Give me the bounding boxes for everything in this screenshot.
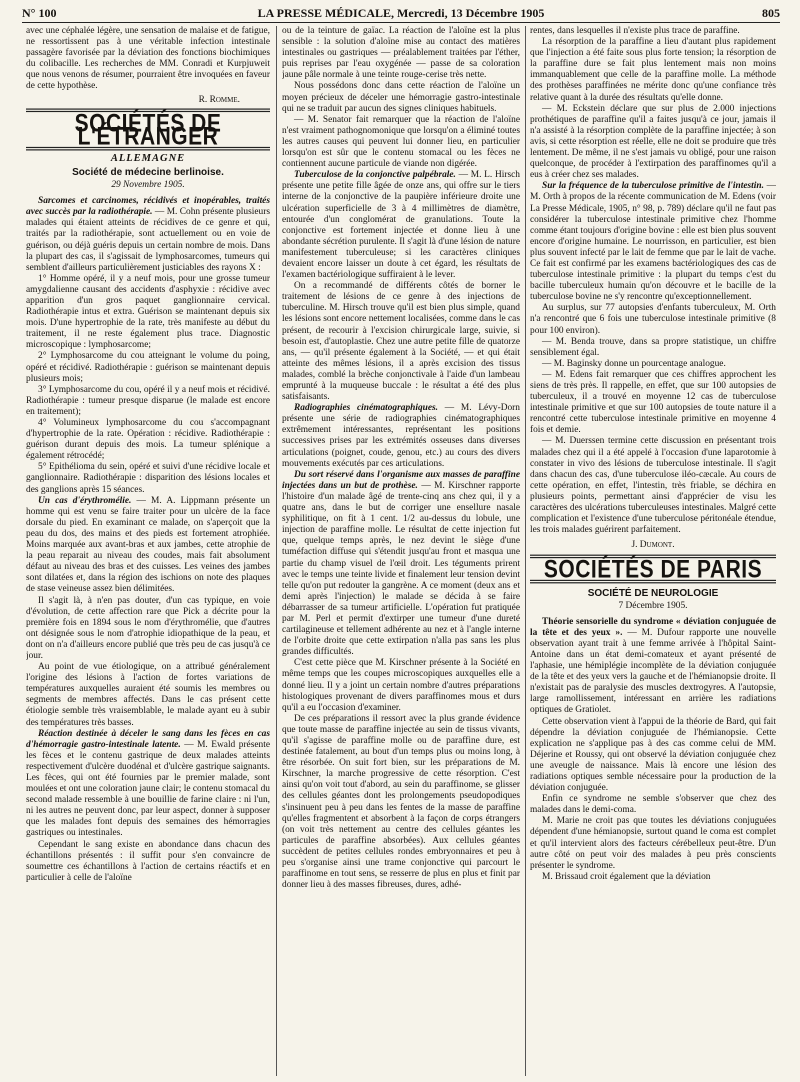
article (282, 403, 520, 470)
column-2 (282, 26, 520, 1076)
paragraph: avec une céphalée légère, une sensation de malaise et de fatigue, ne ressortissent pas à une véritable infection intestinale passagère favorisée par la déviation des fonctions biochimiques du colibacille. Les recherches de MM. Conradi et Kurpjuweit que nous venons de résumer, pourraient être invoquées en faveur de cette hypothèse. (26, 26, 270, 92)
author-signature: J. Dumont. (631, 540, 675, 551)
paragraph: M. Marie ne croit pas que toutes les déviations conjuguées dépendent d'une hémianopsie, surtout quand le coma est complet et qu'il intervient alors des facteurs cérébelleux peut-être. D'un autre côté on peut voir des malades à peu près conscients présenter le syndrome. (530, 816, 776, 871)
paragraph: Cette observation vient à l'appui de la théorie de Bard, qui fait dépendre la déviation conjuguée de l'hémianopsie. Cette explication ne s'applique pas à des cas comme celui de MM. Déjerine et Roussy, qui ont observé la déviation conjuguée chez une aveugle de naissance. Mais là encore une lésion des radiations optiques semble nécessaire pour la production de la déviation conjuguée. (530, 716, 776, 794)
paragraph: Enfin ce syndrome ne semble s'observer que chez des malades dans le demi-coma. (530, 794, 776, 816)
article-title: Réaction destinée à déceler le sang dans les fèces en cas d'hémorragie gastro-intestinale latente. (26, 728, 270, 750)
column-divider (276, 26, 277, 1076)
article (26, 496, 270, 596)
paragraph: Nous possédons donc dans cette réaction de l'aloïne un moyen précieux de déceler une hémorragie gastro-intestinale qui ne se traduit par aucun des signes cliniques habituels. (282, 81, 520, 114)
running-header (22, 6, 780, 22)
article-title: Tuberculose de la conjonctive palpébrale. (294, 170, 456, 181)
article-body: — M. L. Hirsch présente une petite fille âgée de onze ans, qui offre sur le tiers interne de la conjonctive de la paupière inférieure droite une ulcération superficielle de 3 à 4 millimètres de diamètre, entourée d'un conglomérat de granulations. Toute la conjonctive est fortement injectée et donne lieu à une abondante sécrétion purulente. Il s'agit là d'une lésion de nature manifestement tuberculeuse; si les caractères cliniques devaient encore laisser un doute à cet égard, les résultats de l'examen bactériologique suffiraient à le lever. (282, 170, 520, 281)
column-3 (530, 26, 776, 1076)
article-title: Sur la fréquence de la tuberculose primitive de l'intestin. (542, 181, 764, 192)
column-1 (26, 26, 270, 1076)
paragraph: M. Brissaud croit également que la déviation (542, 871, 711, 882)
article-title: Un cas d'érythromélie. (38, 495, 132, 506)
article-title: Radiographies cinématographiques. (294, 403, 439, 414)
paragraph: Cependant le sang existe en abondance dans chacun des échantillons présentés : il suffit pour s'en convaincre de soumettre ces échantillons à l'action de certains réactifs et en particulier à celle de l'aloïne (26, 839, 270, 883)
article-body: — M. Dufour rapporte une nouvelle observation ayant trait à une femme arrivée à l'hôpital Saint-Antoine dans un état demi-comateux et ayant présenté de l'aphasie, une hémiplégie incomplète de la déviation conjuguée de la tête et des yeux vers la gauche et de l'hémianopsie droite. Il n'existait pas de paralysie des muscles dextrogyres. A l'autopsie, large ramollissement, intéressant en arrière les radiations optiques de Gratiolet. (530, 627, 776, 716)
paragraph: — M. Edens fait remarquer que ces chiffres approchent les siens de très près. Il rappelle, en effet, que sur 100 autopsies de tuberculeux, il a trouvé en moyenne 12 cas de tuberculose intestinale primitive et que sur 100 autopsies de toute nature il a rencontré cette tuberculose intestinale primitive en moyenne 4 fois et demie. (530, 369, 776, 436)
list-item: 3° Lymphosarcome du cou, opéré il y a neuf mois et récidivé. Radiothérapie : tumeur presque disparue (le malade est encore en traitement); (26, 384, 270, 417)
paragraph: — M. Benda trouve, dans sa propre statistique, un chiffre sensiblement égal. (530, 336, 776, 358)
paragraph: La résorption de la paraffine a lieu d'autant plus rapidement que l'injection a été faite sous plus forte tension; la résorption de la paraffine dure se fait plus lentement mais non moins immanquablement que celle de la paraffine molle. La méthode des prothèses paraffinées ne mérite donc qu'une confiance très relative quant à la durée des résultats qu'elle donne. (530, 37, 776, 103)
article (26, 196, 270, 274)
country-heading: ALLEMAGNE (110, 152, 186, 164)
article-title: Sarcomes et carcinomes, récidivés et inopérables, traités avec succès par la radiothérapie. (26, 196, 270, 218)
article-title: Théorie sensorielle du syndrome « déviation conjuguée de la tête et des yeux ». (530, 616, 776, 638)
paragraph: ou de la teinture de gaïac. La réaction de l'aloïne est la plus sensible : la solution d'aloïne mise au contact des matières intestinales ou gastriques — préalablement traitées par l'éther, puis reprises par l'eau oxygénée — passe de sa coloration jaune pâle normale à une teinte rouge-cerise très nette. (282, 26, 520, 81)
list-item: 2° Lymphosarcome du cou atteignant le volume du poing, opéré et récidivé. Radiothérapie : guérison se maintenant depuis plusieurs mois; (26, 351, 270, 384)
paragraph: — M. Senator fait remarquer que la réaction de l'aloïne n'est vraiment pathognomonique que lorsqu'on a éliminé toutes les autres causes qui peuvent lui donner lieu, en particulier lorsqu'on est sûr que le contenu stomacal ou les fèces ne contiennent aucune particule de viande non digérée. (282, 114, 520, 170)
society-heading: Société de médecine berlinoise. (72, 166, 224, 178)
paragraph: — M. Baginsky donne un pourcentage analogue. (542, 358, 726, 369)
article-body: — M. Lévy-Dorn présente une série de radiographies cinématographiques extrêmement intéressantes, représentant les positions successives prises par les extrémités osseuses dans diverses articulations (poignet, coude, genou, etc.) au cours des divers mouvements exécutés par ces articulations. (282, 403, 520, 469)
section-banner: SOCIÉTÉS DE L'ÉTRANGER (26, 108, 270, 150)
header-rule (22, 22, 780, 23)
list-item: 5° Epithélioma du sein, opéré et suivi d'une récidive locale et ganglionnaire. Radiothérapie : disparition des lésions locales et des ganglions après 15 séances. (26, 462, 270, 495)
page-number: 805 (762, 6, 780, 20)
paragraph: On a recommandé de différents côtés de borner le traitement de lésions de ce genre à des injections de tuberculine. M. Hirsch trouve qu'il est bien plus simple, quand les lésions sont encore nettement localisées, comme dans le cas présent, de recourir à l'excision chirurgicale large, suivie, si besoin est, d'autoplastie. Chez une autre petite fille de quatorze ans, — qu'il présente également à la Société, — et qui était atteinte des mêmes lésions, il a après excision des tissus malades, comblé la brèche conjonctivale à l'aide d'un lambeau emprunté à la muqueuse buccale : le résultat a été des plus satisfaisants. (282, 281, 520, 403)
article-body: — M. Orth à propos de la récente communication de M. Edens (voir La Presse Médicale, 1905, n° 98, p. 789) déclare qu'il ne faut pas considérer la tuberculose intestinale primitive chez l'homme comme étant toujours d'origine bovine : elle est bien plus souvent encore d'origine humaine. Le nourrisson, en particulier, est bien plus souvent infecté par le lait de femme que par le lait de vache. Ce fait est confirmé par les examens bactériologiques des cas de tuberculose intestinale primitive : la plupart du temps c'est du bacille tuberculeux humain qu'on découvre et le bacille de la tuberculose bovine ne s'y rencontre qu'exceptionnellement. (530, 181, 776, 303)
paragraph: Il s'agit là, à n'en pas douter, d'un cas typique, en voie d'évolution, de cette affection rare que Pick a décrite pour la première fois en 1894 sous le nom d'érythromélie, que d'autres ont désignée sous le nom d'atrophie idiopathique de la peau, et dont on n'a d'ailleurs encore publié que très peu de cas jusqu'à ce jour. (26, 595, 270, 661)
paragraph: Au surplus, sur 77 autopsies d'enfants tuberculeux, M. Orth n'a rencontré que 6 fois une tuberculose intestinale primitive (8 pour 100 environ). (530, 303, 776, 336)
article (26, 729, 270, 840)
section-banner: SOCIÉTÉS DE PARIS (530, 555, 776, 584)
journal-title: LA PRESSE MÉDICALE, Mercredi, 13 Décembre 1905 (257, 6, 545, 20)
author-signature: R. Romme. (198, 94, 240, 105)
paragraph: Au point de vue étiologique, on a attribué généralement l'origine des lésions à l'action de fortes variations de températures auxquelles auraient été soumis les membres ou segments de membres affectés. Dans le cas présent cette étiologie semble très vraisemblable, le malade ayant eu à subir des températures très basses. (26, 662, 270, 728)
paragraph: De ces préparations il ressort avec la plus grande évidence que toute masse de paraffine injectée au sein de tissus vivants, qu'il s'agisse de paraffine molle ou de paraffine dure, est destinée fatalement, au bout d'un temps plus ou moins long, à être résorbée. On suit fort bien, sur les préparations de M. Kirschner, la marche progressive de cette résorption. C'est ainsi qu'on voit tout d'abord, au sein du paraffinome, se glisser des cellules géantes dont les prolongements pseudopodiques s'insinuent peu à peu dans les fentes de la masse de paraffine qu'elles fragmentent et absorbent à la façon de corps étrangers (on voit très nettement au centre des cellules géantes les particules de paraffine absorbées). Aux cellules géantes succèdent de petites cellules rondes embryonnaires et peu à peu s'organise ainsi une trame conjonctive qui parcourt le paraffinome en tout sens, se resserre de plus en plus et finit par donner lieu à des masses fibreuses, dures, adhé- (282, 713, 520, 891)
issue-number: N° 100 (22, 6, 57, 20)
session-date: 29 Novembre 1905. (111, 180, 185, 191)
article (530, 181, 776, 303)
paragraph: — M. Eckstein déclare que sur plus de 2.000 injections prothétiques de paraffine qu'il a faites jusqu'à ce jour, jamais il n'a assisté à la résorption complète de la paraffine injectée; à son avis, si cette résorption est réelle, elle ne doit se produire que très lentement. De même, il ne s'est jamais vu obligé, pour une raison quelconque, de procéder à l'extirpation des paraffinomes qu'il a eus à créer chez ses malades. (530, 103, 776, 181)
article-body: — M. Kirschner rapporte l'histoire d'un malade âgé de trente-cinq ans chez qui, il y a quatre ans, dans le but de corriger une ensellure nasale syphilitique, on fit à 1 cent. 1/2 au-dessus du lobule, une injection de paraffine molle. Le résultat de cette injection fut que, quelque temps après, le nez devint le siège d'une tuméfaction diffuse qui s'étendit jusqu'au front et masqua une partie du champ visuel de l'œil droit. Les téguments prirent avec le temps une teinte livide et finalement leur tension devint telle qu'on put redouter la gangrène. A ce moment (deux ans et demi après l'injection) le malade se décida à se faire débarrasser de sa tumeur artificielle. L'opération fut pratiquée par M. Perl et permit d'extirper une tumeur d'une dureté cartilagineuse et tellement adhérente au nez et à l'angle interne de l'orbite droite que cette extirpation n'alla pas sans les plus grandes difficultés. (282, 480, 520, 658)
article (282, 470, 520, 659)
article-body: — M. A. Lippmann présente un homme qui est venu se faire traiter pour un ulcère de la face dorsale du pied. En examinant ce malade, on s'aperçoit que la peau du dos, des mains et des pieds est fortement atrophiée. Moins marquée aux avant-bras et aux jambes, cette atrophie de la peau reparait au niveau des coudes, mais fait absolument défaut au niveau des bras et des cuisses. Les veines des jambes sont dilatées et, dans la région des ischions on note des plaques de stase veineuse assez bien délimitées. (26, 495, 270, 595)
list-item: 1° Homme opéré, il y a neuf mois, pour une grosse tumeur amygdalienne causant des accidents d'asphyxie : récidive avec apparition d'un gros paquet ganglionnaire cervical. Radiothérapie intus et extra. Guérison se maintenant depuis six mois. D'une hypertrophie de la rate, très manifeste au début du traitement, il ne reste également plus trace. Diagnostic microscopique : lymphosarcome; (26, 273, 270, 351)
article-body: — M. Cohn présente plusieurs malades qui étaient atteints de récidives de ce genre et qui, traités par la radiothérapie, sont actuellement ou en voie de guérison, ou déjà guéris depuis un certain nombre de mois. Dans la plupart des cas, il s'agissait de lymphosarcomes, tumeurs qui semblent d'ailleurs particulièrement justiciables des rayons X : (26, 207, 270, 273)
article (282, 170, 520, 281)
session-date: 7 Décembre 1905. (618, 600, 688, 611)
list-item: 4° Volumineux lymphosarcome du cou s'accompagnant d'hypertrophie de la rate. Opération : récidive. Radiothérapie : guérison durant depuis des mois. La tumeur splénique a également rétrocédé; (26, 418, 270, 462)
article-title: Du sort réservé dans l'organisme aux masses de paraffine injectées dans un but de prothèse. (282, 469, 520, 491)
paragraph: C'est cette pièce que M. Kirschner présente à la Société en même temps que les coupes microscopiques auxquelles elle a donné lieu. Il y a joint un certain nombre d'autres préparations histologiques provenant de divers paraffinomes mous et durs qu'il a eu l'occasion d'examiner. (282, 658, 520, 713)
society-heading: SOCIÉTÉ DE NEUROLOGIE (587, 587, 719, 599)
paragraph: rentes, dans lesquelles il n'existe plus trace de paraffine. (530, 26, 740, 36)
article-body: — M. Ewald présente les fèces et le contenu gastrique de deux malades atteints respectivement d'ulcère duodénal et d'ulcère gastrique saignants. Les fèces, qui ont été fournies par le premier malade, sont moulées et ont une coloration jaune clair; le contenu stomacal du second malade ressemble à une bouillie de farine claire : ni l'un, ni les autres ne peuvent donc, par leur aspect, donner à supposer que les malades font depuis des semaines des hémorragies gastriques ou intestinales. (26, 739, 270, 839)
article (530, 617, 776, 717)
paragraph: — M. Duerssen termine cette discussion en présentant trois malades chez qui il a été appelé à l'occasion d'une laparotomie à constater in vivo des lésions de tuberculose intestinale. Il s'agit dans chacun des cas, d'une tuberculose iléo-cæcale. Au cours de cette opération, en effet, l'intestin, très friable, se déchira en plusieurs points, permettant ainsi d'apprécier de visu les caractères des ulcérations tuberculeuses intestinales. Malgré cette complication et l'existence d'une tuberculose péritonéale étendue, les trois malades guérirent parfaitement. (530, 436, 776, 536)
column-divider (525, 26, 526, 1076)
